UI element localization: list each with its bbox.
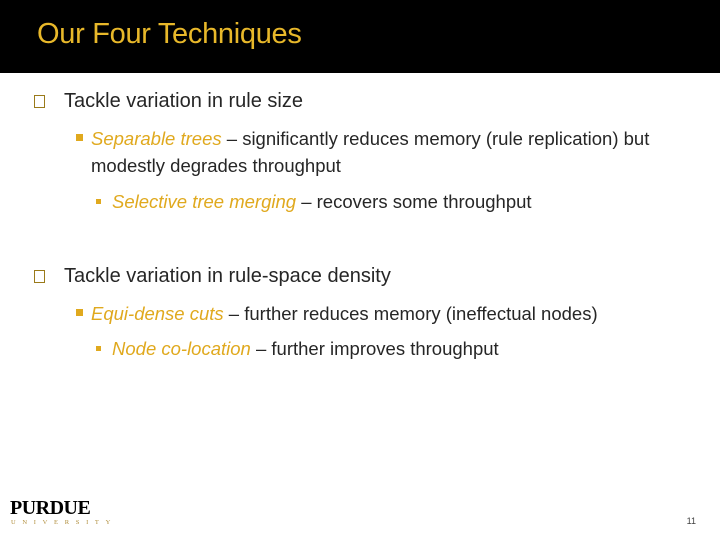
bullet-level1-rule-size xyxy=(50,90,303,113)
bullet-box-icon xyxy=(34,95,45,108)
bullet-level2-equi-dense-cuts xyxy=(91,300,691,327)
bullet-emphasis: Separable trees xyxy=(91,128,222,149)
bullet-text: – recovers some throughput xyxy=(296,191,532,212)
bullet-level3-selective-tree-merging xyxy=(112,191,532,213)
bullet-square-icon xyxy=(76,134,83,141)
logo-wordmark: PURDUE xyxy=(10,497,91,519)
bullet-level2-separable-trees xyxy=(91,125,691,179)
bullet-text: Tackle variation in rule-space density xyxy=(64,265,391,287)
bullet-text: – further reduces memory (ineffectual nodes) xyxy=(223,303,598,324)
bullet-emphasis: Node co-location xyxy=(112,338,251,359)
slide-title: Our Four Techniques xyxy=(37,18,302,50)
bullet-square-icon xyxy=(96,199,101,204)
bullet-text: – further improves throughput xyxy=(250,338,499,359)
bullet-text: Tackle variation in rule size xyxy=(64,90,303,112)
page-number: 11 xyxy=(686,516,696,526)
bullet-emphasis: Selective tree merging xyxy=(112,191,297,212)
bullet-level1-rule-space-density xyxy=(50,265,391,288)
bullet-level3-node-co-location xyxy=(112,338,499,360)
bullet-box-icon xyxy=(34,270,45,283)
bullet-square-icon xyxy=(76,309,83,316)
bullet-emphasis: Equi-dense cuts xyxy=(91,303,224,324)
purdue-logo xyxy=(10,497,117,531)
logo-subtitle: UNIVERSITY xyxy=(11,519,117,526)
bullet-square-icon xyxy=(96,346,101,351)
bullet-text: – significantly reduces memory (rule replication) but modestly degrades throughput xyxy=(91,128,650,176)
